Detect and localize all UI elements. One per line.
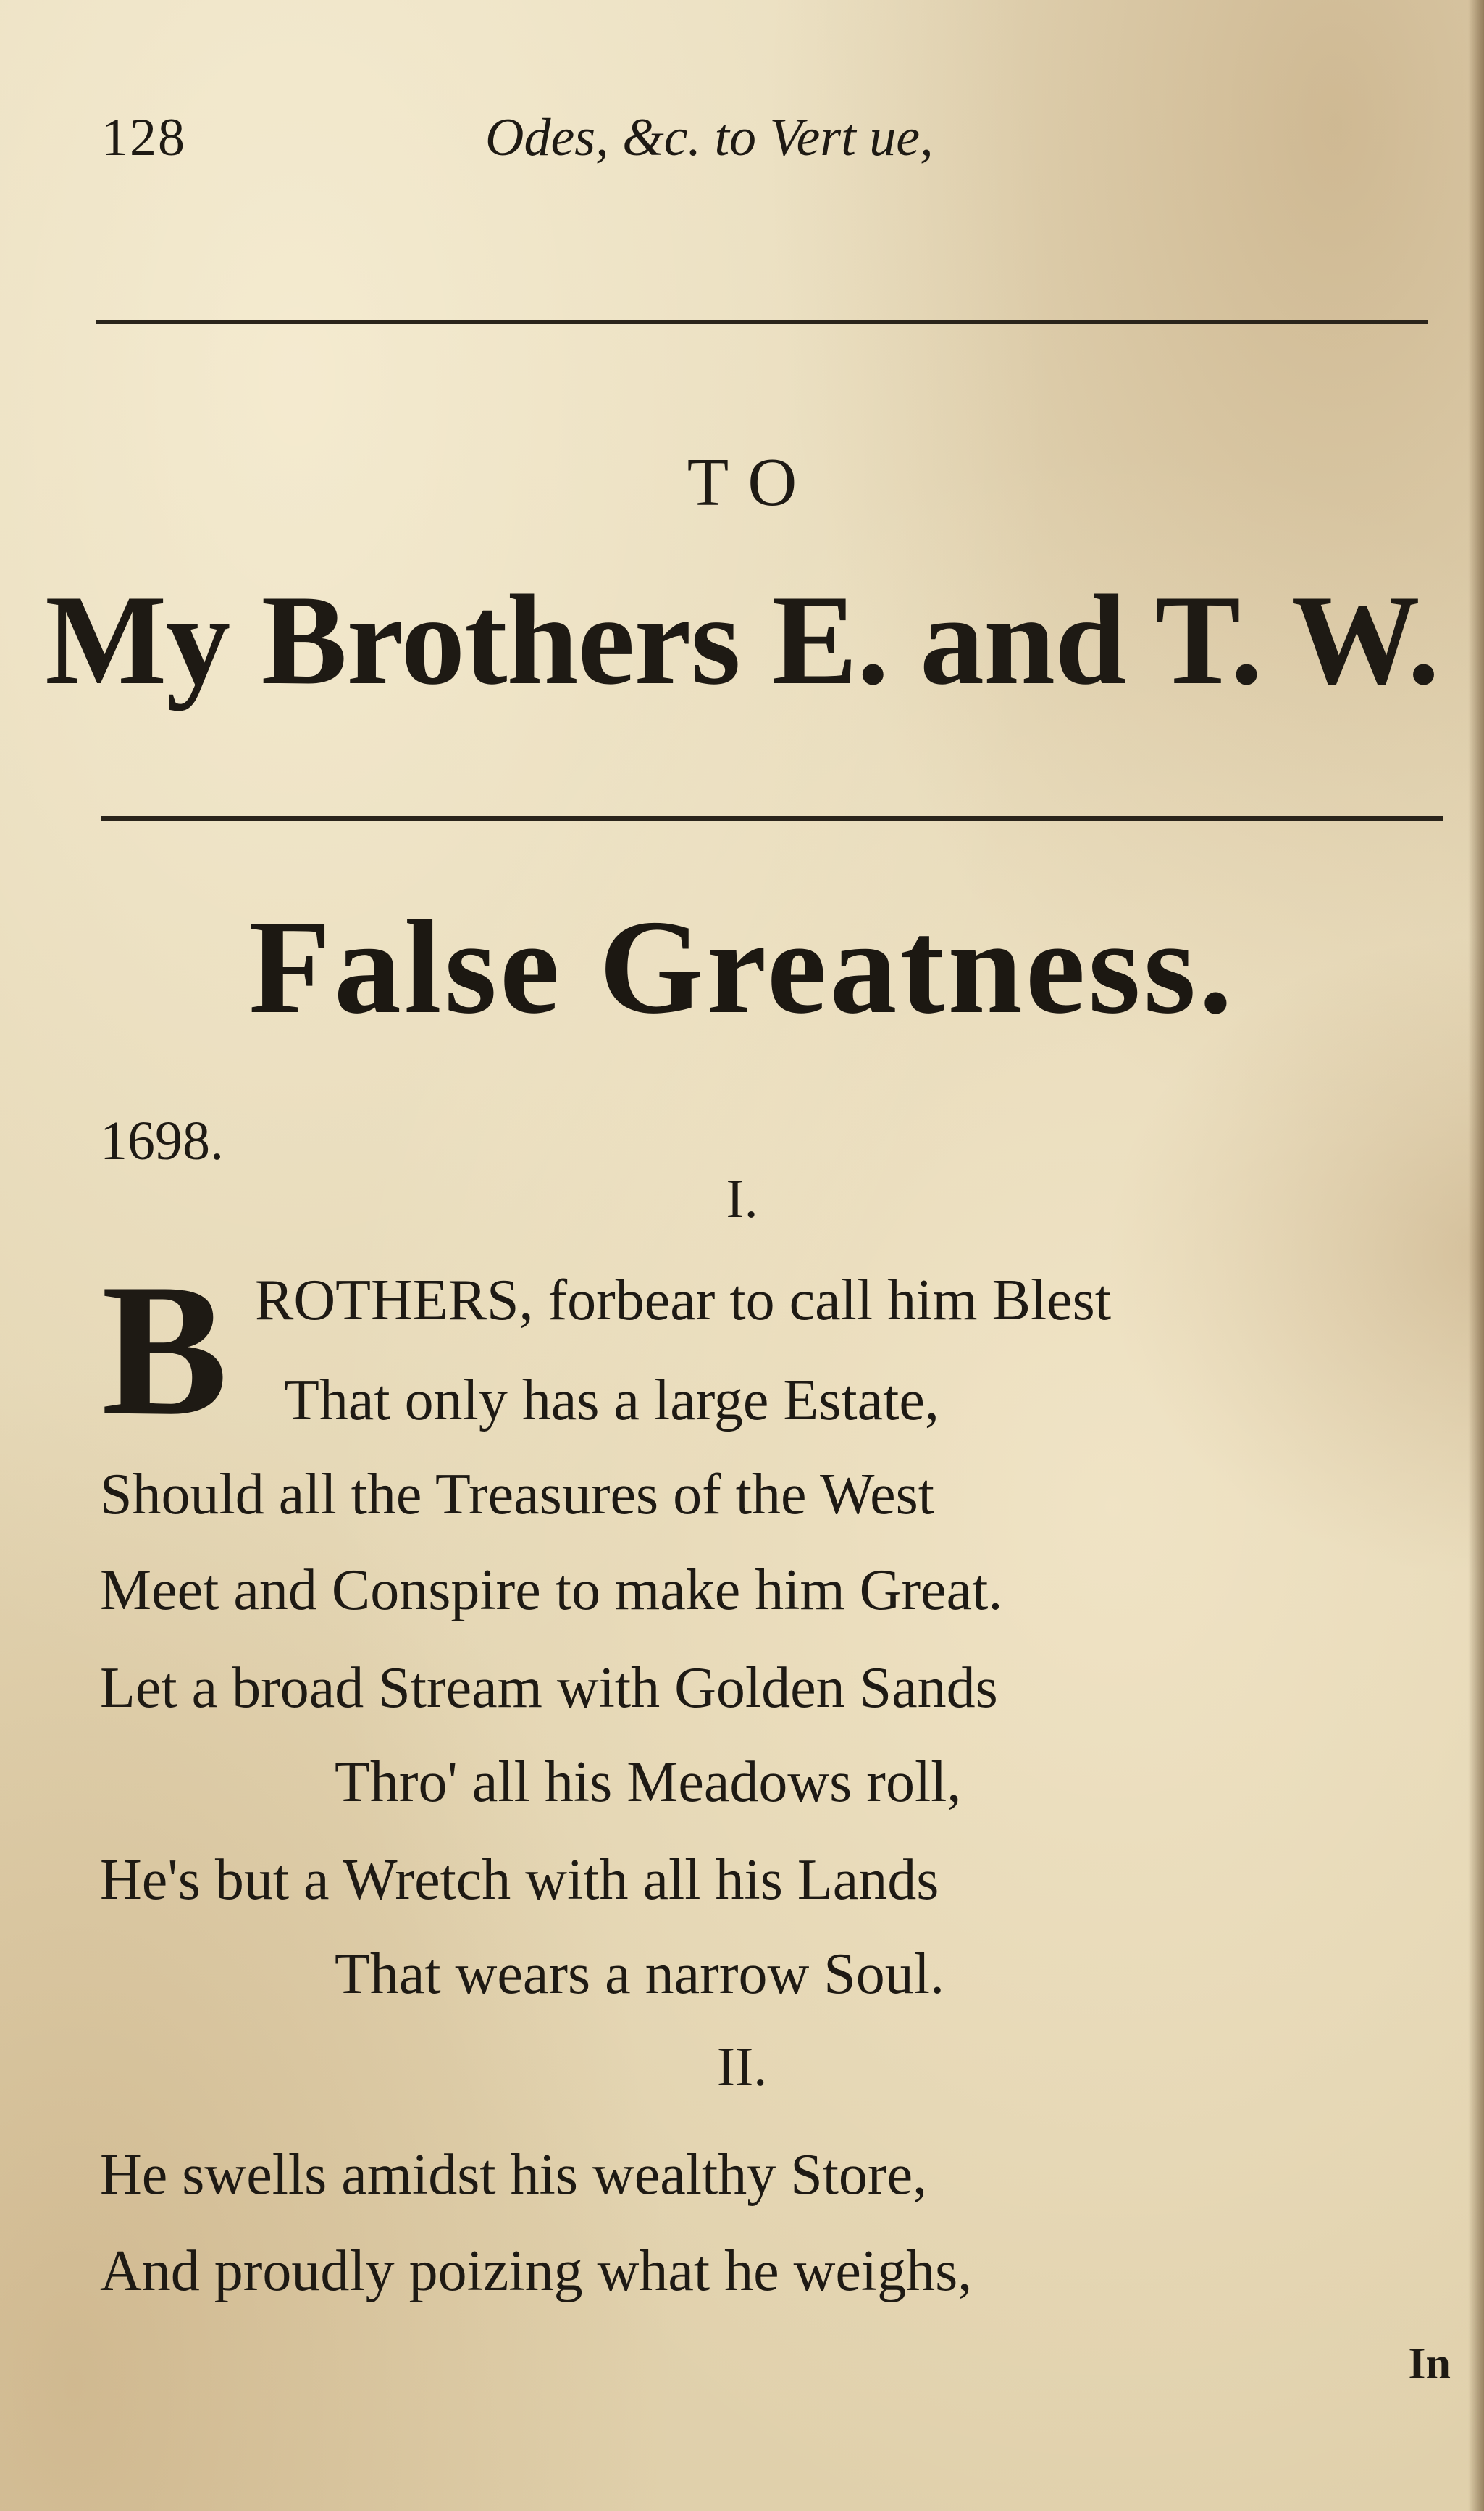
poem-line: He swells amidst his wealthy Store, — [100, 2143, 928, 2207]
poem-line: That only has a large Estate, — [284, 1369, 939, 1432]
stanza-number: II. — [716, 2036, 768, 2097]
stanza-number: I. — [726, 1169, 758, 1229]
page-number: 128 — [101, 108, 186, 167]
drop-cap: B — [101, 1245, 228, 1455]
poem-line: He's but a Wretch with all his Lands — [100, 1848, 939, 1912]
poem-line: Let a broad Stream with Golden Sands — [100, 1656, 998, 1720]
dedication-to: TO — [687, 445, 818, 520]
title-rule — [101, 816, 1443, 821]
poem-line: Meet and Conspire to make him Great. — [100, 1558, 1003, 1622]
poem-line: Should all the Treasures of the West — [100, 1463, 934, 1526]
poem-line: ROTHERS, forbear to call him Blest — [255, 1269, 1112, 1332]
poem-line: That wears a narrow Soul. — [335, 1942, 944, 2006]
page-edge-shadow — [1468, 0, 1484, 2511]
poem-line: And proudly poizing what he weighs, — [100, 2239, 973, 2303]
dedication-title: My Brothers E. and T. W. — [45, 568, 1439, 711]
running-head: Odes, &c. to Vert ue, — [485, 108, 934, 167]
poem-line: Thro' all his Meadows roll, — [335, 1750, 962, 1814]
catchword: In — [1408, 2339, 1451, 2389]
header-rule — [96, 320, 1428, 324]
poem-title: False Greatness. — [248, 893, 1236, 1042]
poem-year: 1698. — [100, 1111, 224, 1171]
